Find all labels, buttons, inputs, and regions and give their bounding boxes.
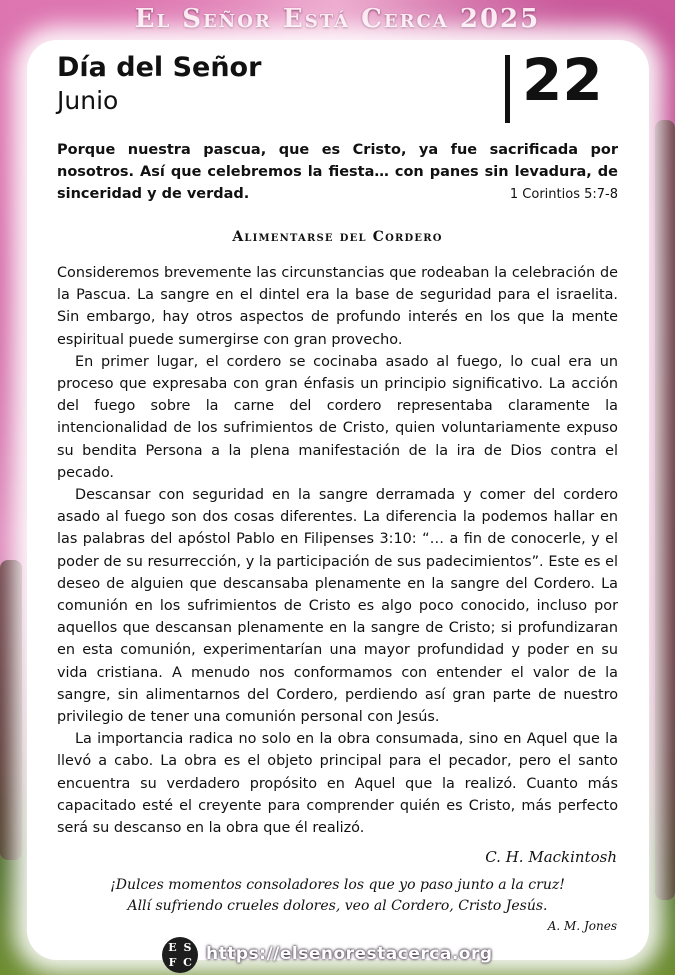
article-body: [57, 262, 618, 839]
paragraph: Descansar con seguridad en la sangre derramada y comer del cordero asado al fuego son dos cosas diferentes. La diferencia la podemos hallar en las palabras del apóstol Pablo en Filipenses 3:10: “… a fin de conocerle, y el poder de su resurrección, y la participación de sus padecimientos”. Este es el deseo de alguien que descansaba plenamente en la sangre del Cordero. La comunión en los sufrimientos de Cristo es algo poco conocido, incluso por aquellos que descansan plenamente en la sangre de Cristo; si profundizaran en esta comunión, experimentarían una mayor profundidad y poder en su vida cristiana. A menudo nos conformamos con entender el valor de la sangre, sin alimentarnos del Cordero, perdiendo así gran parte de nuestro privilegio de tener una comunión personal con Jesús.: [57, 487, 618, 726]
tree-branch-left: [0, 560, 22, 860]
article-author: C. H. Mackintosh: [485, 848, 617, 866]
date-divider: [505, 55, 510, 123]
poem-line: ¡Dulces momentos consoladores los que yo paso junto a la cruz!: [110, 877, 565, 893]
poem: [57, 875, 618, 917]
verse-reference: 1 Corintios 5:7-8: [509, 187, 618, 202]
day-title: Día del Señor: [57, 52, 262, 83]
poem-author: A. M. Jones: [547, 919, 617, 933]
poem-line: Allí sufriendo crueles dolores, veo al Cordero, Cristo Jesús.: [127, 898, 548, 914]
bible-verse: [57, 139, 618, 206]
website-link[interactable]: https://elsenorestacerca.org: [206, 944, 493, 964]
site-title: El Señor Está Cerca 2025: [134, 4, 541, 34]
article-heading: Alimentarse del Cordero: [232, 229, 443, 245]
esec-logo-icon: E S F C: [162, 937, 198, 973]
paragraph: En primer lugar, el cordero se cocinaba asado al fuego, lo cual era un proceso que expresaba con gran énfasis un principio significativo. La acción del fuego sobre la carne del cordero representaba claramente la intencionalidad de los sufrimientos de Cristo, quien voluntariamente expuso su bendita Persona a la plena manifestación de la ira de Dios contra el pecado.: [57, 353, 618, 481]
day-number: 22: [522, 46, 603, 114]
paragraph: Consideremos brevemente las circunstancias que rodeaban la celebración de la Pascua. La sangre en el dintel era la base de seguridad para el israelita. Sin embargo, hay otros aspectos de profundo interés en los que la mente espiritual puede sumergirse con gran provecho.: [57, 265, 618, 348]
tree-branch-right: [655, 120, 675, 900]
paragraph: La importancia radica no solo en la obra consumada, sino en Aquel que la llevó a cabo. La obra es el objeto principal para el pecador, pero el santo encuentra su verdadero propósito en Aquel que la realizó. Cuanto más capacitado esté el creyente para comprender quién es Cristo, más perfecto será su descanso en la obra que él realizó.: [57, 731, 618, 837]
month-label: Junio: [57, 86, 119, 115]
verse-text: Porque nuestra pascua, que es Cristo, ya fue sacrificada por nosotros. Así que celebremos la fiesta… con panes sin levadura, de sinceridad y de verdad.: [57, 142, 618, 202]
